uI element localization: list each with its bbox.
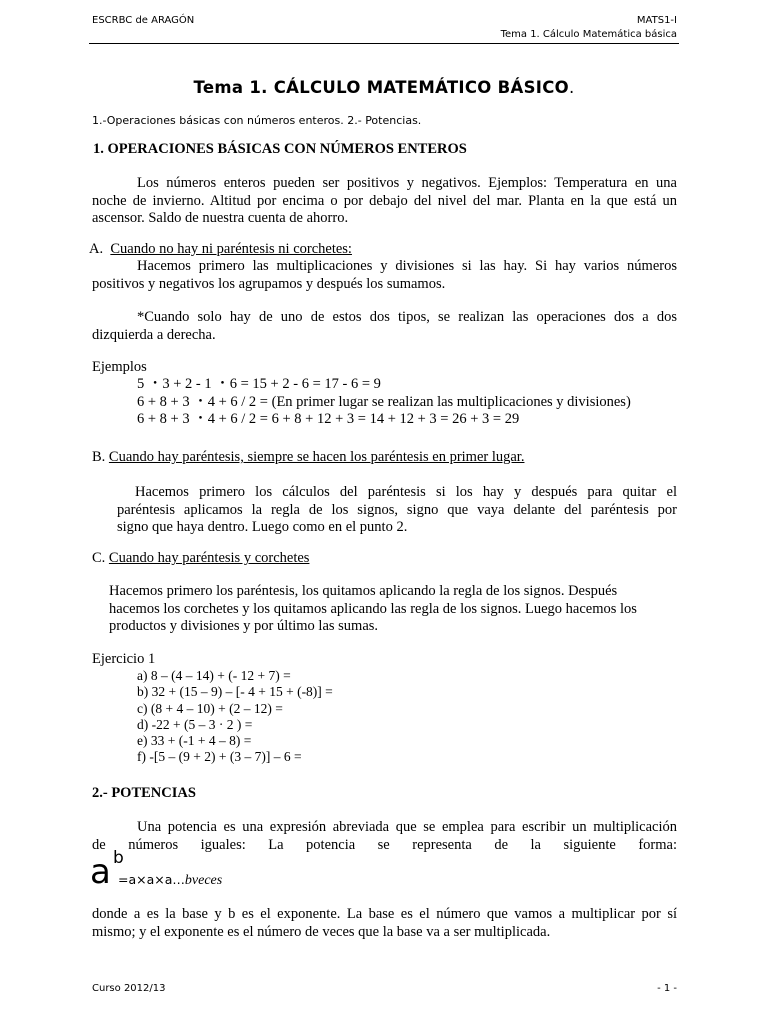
power-expansion-count: bveces <box>184 873 223 888</box>
exercise-item: a) 8 – (4 – 14) + (- 12 + 7) = <box>137 668 291 683</box>
a-note-line: *Cuando solo hay de uno de estos dos tipos, se realizan las operaciones dos a dos <box>137 309 677 325</box>
potencias-line: mismo; y el exponente es el número de veces que la base va a ser multiplicada. <box>92 923 551 940</box>
power-expansion-product: =a×a×a… <box>118 872 185 887</box>
subsection-b-title: Cuando hay paréntesis, siempre se hacen los paréntesis en primer lugar. <box>108 449 525 465</box>
header-course-code: MATS1-I <box>636 15 677 26</box>
header-divider <box>89 43 679 44</box>
power-exponent: b <box>113 848 124 868</box>
c-body-line: Hacemos primero los paréntesis, los quitamos aplicando la regla de los signos. Después <box>109 583 618 599</box>
section-2-heading: 2.- POTENCIAS <box>92 785 196 801</box>
header-topic: Tema 1. Cálculo Matemática básica <box>500 29 677 40</box>
footer-page-number: - 1 - <box>657 983 677 994</box>
power-expansion <box>118 872 222 889</box>
b-body-line: signo que haya dentro. Luego como en el punto 2. <box>117 519 408 536</box>
a-body-line: Hacemos primero las multiplicaciones y divisiones si las hay. Si hay varios números <box>137 258 677 274</box>
power-formula <box>90 848 390 892</box>
exercise-list <box>137 668 333 766</box>
section-1-heading: 1. OPERACIONES BÁSICAS CON NÚMEROS ENTEROS <box>93 141 467 157</box>
subsection-b-body <box>117 484 677 537</box>
subsection-c-title: Cuando hay paréntesis y corchetes <box>108 550 310 566</box>
subsection-a-heading <box>89 241 352 259</box>
c-body-line: hacemos los corchetes y los quitamos aplicando las regla de los signos. Luego hacemos los <box>109 600 637 617</box>
b-body-line: paréntesis aplicamos la regla de los signos, signo que vaya delante del paréntesis por <box>117 501 677 518</box>
power-base: a <box>90 852 111 892</box>
subsection-a-body <box>92 258 677 293</box>
a-body-line: positivos y negativos los agrupamos y después los sumamos. <box>92 275 446 292</box>
a-note-line: dizquierda a derecha. <box>92 326 216 343</box>
subsection-c-body <box>109 583 637 636</box>
potencias-line: de números iguales: La potencia se representa de la siguiente forma: <box>92 836 677 853</box>
example-line: 6 + 8 + 3 ・4 + 6 / 2 = (En primer lugar se realizan las multiplicaciones y divisiones) <box>137 393 631 410</box>
subsection-c-heading <box>92 550 309 568</box>
intro-line: ascensor. Saldo de nuestra cuenta de ahorro. <box>92 210 349 227</box>
subsection-b-marker: B. <box>92 449 106 465</box>
examples-title: Ejemplos <box>92 359 147 375</box>
exercise-item: b) 32 + (15 – 9) – [- 4 + 15 + (-8)] = <box>137 684 333 700</box>
exercise-item: d) -22 + (5 – 3 · 2 ) = <box>137 716 253 732</box>
subsection-c-marker: C. <box>92 550 106 566</box>
exercise-item: e) 33 + (-1 + 4 – 8) = <box>137 733 252 749</box>
subsection-a-title: Cuando no hay ni paréntesis ni corchetes: <box>110 241 352 257</box>
exercise-title: Ejercicio 1 <box>92 651 156 667</box>
subsection-a-note <box>92 309 677 344</box>
footer-course-year: Curso 2012/13 <box>92 983 166 994</box>
page-title-dot: . <box>568 78 575 97</box>
subsection-b-heading <box>92 449 524 467</box>
potencias-paragraph-1 <box>92 819 677 854</box>
page-title <box>0 78 768 97</box>
potencias-line: donde a es la base y b es el exponente. La base es el número que vamos a multiplicar por sí <box>92 906 677 922</box>
exercise-item: f) -[5 – (9 + 2) + (3 – 7)] – 6 = <box>137 749 302 765</box>
potencias-line: Una potencia es una expresión abreviada que se emplea para escribir un multiplicación <box>137 819 677 835</box>
intro-line: noche de invierno. Altitud por encima o por debajo del nivel del mar. Planta en la que está un <box>92 192 677 209</box>
b-body-line: Hacemos primero los cálculos del paréntesis si los hay y después para quitar el <box>135 484 677 500</box>
section-1-intro <box>92 175 677 228</box>
subsection-a-marker: A. <box>89 241 104 257</box>
page-subtitle: 1.-Operaciones básicas con números enteros. 2.- Potencias. <box>92 114 422 127</box>
example-line: 6 + 8 + 3 ・4 + 6 / 2 = 6 + 8 + 12 + 3 = 14 + 12 + 3 = 26 + 3 = 29 <box>137 411 520 428</box>
example-line: 5 ・3 + 2 - 1 ・6 = 15 + 2 - 6 = 17 - 6 = 9 <box>137 376 381 392</box>
examples-list <box>137 376 631 429</box>
exercise-item: c) (8 + 4 – 10) + (2 – 12) = <box>137 700 283 716</box>
page-title-text: Tema 1. CÁLCULO MATEMÁTICO BÁSICO <box>193 78 569 97</box>
header-school: ESCRBC de ARAGÓN <box>92 15 195 26</box>
potencias-paragraph-2 <box>92 906 677 941</box>
intro-line: Los números enteros pueden ser positivos y negativos. Ejemplos: Temperatura en una <box>137 175 677 191</box>
c-body-line: productos y divisiones y por último las sumas. <box>109 618 379 635</box>
